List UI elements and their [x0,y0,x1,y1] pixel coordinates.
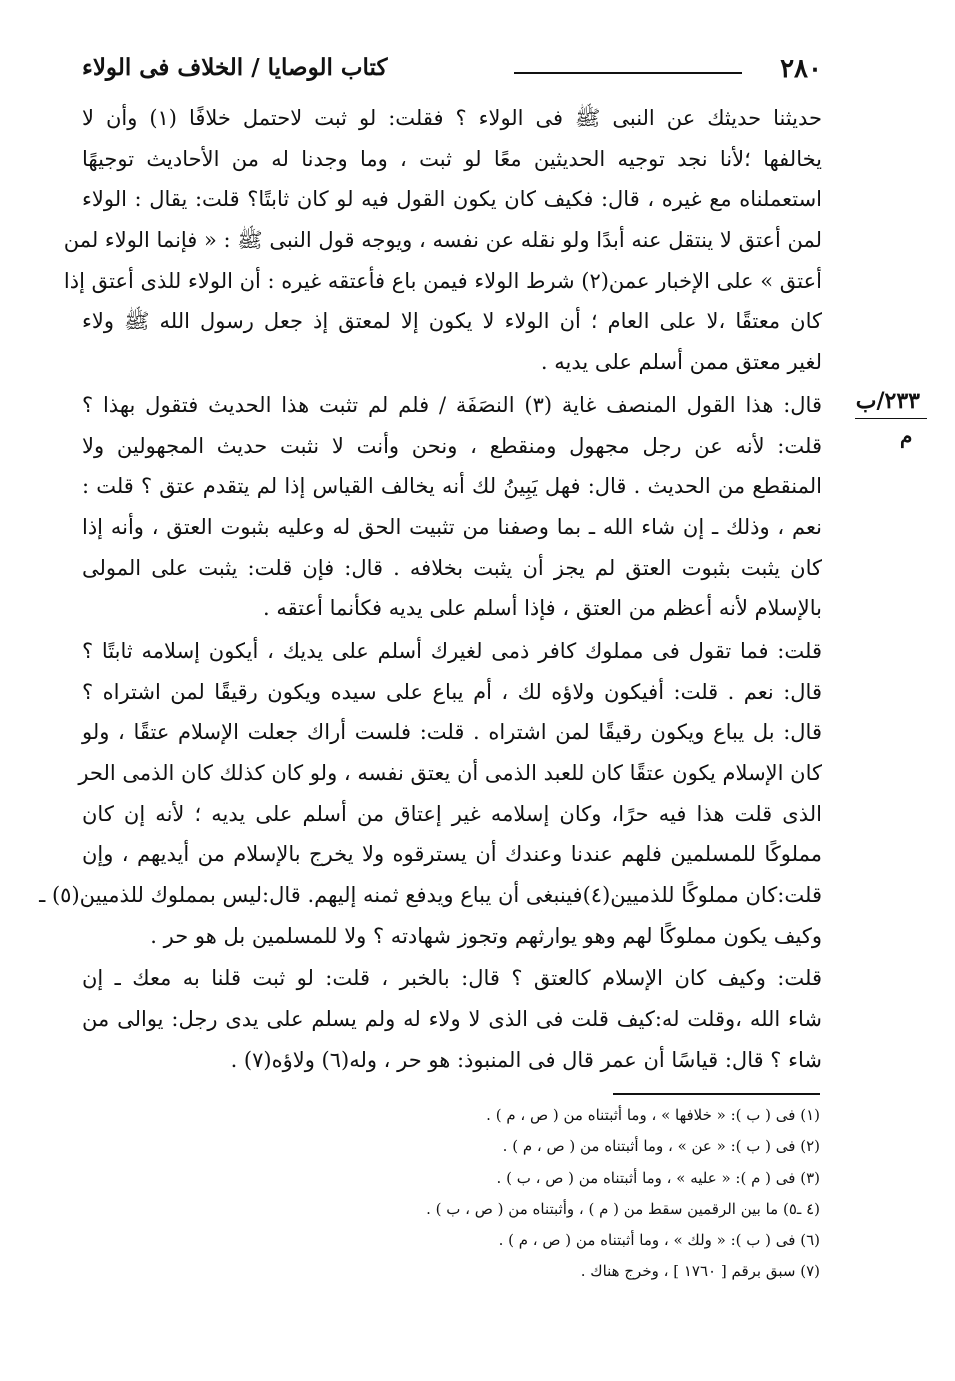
text-line: كان الإسلام يكون عتقًا كان للعبد الذمى أن يعتق نفسه ، ولو كان كذلك كان الذمى الحر [78,761,822,785]
footnote: (٦) فى ( ب ): « ولك » ، وما أثبتناه من ( ص ، م ) . [498,1231,820,1250]
text-line: مملوكًا للمسلمين فلهم عندنا وعندك أن يسترقوه ولا يخرج بالإسلام من أيديهم ، وإن [82,842,822,867]
page-header [82,48,822,88]
footnote: (١) فى ( ب ): « خلافها » ، وما أثبتناه من ( ص ، م ) . [486,1106,820,1124]
footnotes [330,1100,820,1288]
text-line: شاء ؟ قال: قياسًا أن عمر قال فى المنبوذ: هو حر ، وله(٦) ولاؤه(٧) . [230,1047,822,1072]
margin-manuscript-note: م [900,424,913,448]
text-line: أعتق » على الإخبار عمن(٢) شرط الولاء فيمن باع فأعتقه غيره : أن الولاء للذى أعتق إذا [63,268,822,293]
paragraph-1 [63,98,822,383]
text-line: استعملناه مع غيره ، قال: فكيف كان يكون القول فيه لو كان ثابتًا؟ قلت: يقال : الولاء [82,187,822,212]
text-line: لمن أعتق لا ينتقل عنه أبدًا ولو نقله عن نفسه ، ويوجه قول النبى ﷺ : « فإنما الولاء لمن [63,228,822,253]
footnote: (٣) فى ( م ): « عليه » ، وما أثبتناه من ( ص ، ب ) . [496,1168,820,1187]
margin-folio-note: ٢٣٣/ب [855,388,920,414]
text-line: قلت:كان مملوكًا للذميين(٤)فينبغى أن يباع ويدفع ثمنه إليهم. قال:ليس بمملوك للذميين(٥) ـ [39,883,822,908]
main-text [39,98,822,1081]
text-line: الذى قلت هذا فيه حرًا، وكان إسلامه غير إعتاق من أسلم على يديه ؛ لأنه إن كان [82,801,822,826]
text-line: قلت: لأنه عن رجل مجهول ومنقطع ، ونحن وأنت لا نثبت حديث المجهولين ولا [82,433,822,458]
paragraph-2 [82,385,822,629]
text-line: المنقطع من الحديث . قال: فهل يَبِينُ لك أنه يخالف القياس إذا لم يتقدم عتق ؟ قلت : [82,474,822,499]
footnote-rule [613,1093,820,1095]
text-line: حديثنا حديثك عن النبى ﷺ فى الولاء ؟ فقلت: لو ثبت لاحتمل خلافًا (١) وأن لا [82,106,822,130]
text-line: وكيف يكون مملوكًا لهم وهو يوارثهم وتجوز شهادته ؟ ولا للمسلمين بل هو حر . [150,923,822,948]
footnote: (٢) فى ( ب ): « عن » ، وما أثبتناه من ( ص ، م ) . [502,1137,820,1156]
footnote: (٤ ـ٥) ما بين الرقمين سقط من ( م ) ، وأثبتناه من ( ص ، ب ) . [426,1199,820,1218]
text-line: كان يثبت بثبوت العتق لم يجز أن يثبت بخلافه . قال: فإن قلت: يثبت على المولى [82,555,822,580]
text-line: قلت: فما تقول فى مملوك كافر ذمى لغيرك أسلم على يديك ، أيكون إسلامه ثابتًا ؟ [82,638,822,663]
header-rule [514,72,742,74]
text-line: بالإسلام لأنه أعظم من العتق ، فإذا أسلم على يديه فكأنما أعتقه . [263,596,822,621]
paragraph-3 [39,631,822,957]
margin-rule [855,418,927,419]
paragraph-4 [82,958,822,1080]
text-line: قال: هذا القول المنصف غاية (٣) النصَفَة / فلم لم تثبت هذا الحديث فتقول بهذا ؟ [82,392,822,417]
text-line: شاء الله ،وقلت له:كيف قلت فى الذى لا ولاء له ولم يسلم على يدى رجل: يوالى من [82,1007,822,1032]
text-line: قال: نعم . قلت: أفيكون ولاؤه لك ، أم يباع على سيده ويكون رقيقًا لمن اشتراه ؟ [82,679,822,704]
page-number: ٢٨٠ [780,54,822,84]
text-line: قال: بل يباع ويكون رقيقًا لمن اشتراه . قلت: فلست أراك جعلت الإسلام عتقًا ، ولو [82,720,822,745]
text-line: قلت: وكيف كان الإسلام كالعتق ؟ قال: بالخبر ، قلت: لو ثبت قلنا به معك ـ إن [82,966,822,991]
running-title: كتاب الوصايا / الخلاف فى الولاء [82,54,388,81]
footnote: (٧) سبق برقم [ ١٧٦٠ ] ، وخرج هناك . [580,1262,820,1281]
text-line: لغير معتق ممن أسلم على يديه . [540,350,822,375]
text-line: نعم ، وذلك ـ إن شاء الله ـ بما وصفنا من تثبيت الحق له وعليه بثبوت العتق ، وأنه إذا [82,514,822,539]
text-line: يخالفها ؛لأنا نجد توجيه الحديثين معًا لو ثبت ، وما وجدنا له من الأحاديث توجيهًا [82,146,822,171]
text-line: كان معتقًا ،لا على العام ؛ أن الولاء لا يكون إلا لمعتق إذ جعل رسول الله ﷺ ولاء [82,309,822,334]
